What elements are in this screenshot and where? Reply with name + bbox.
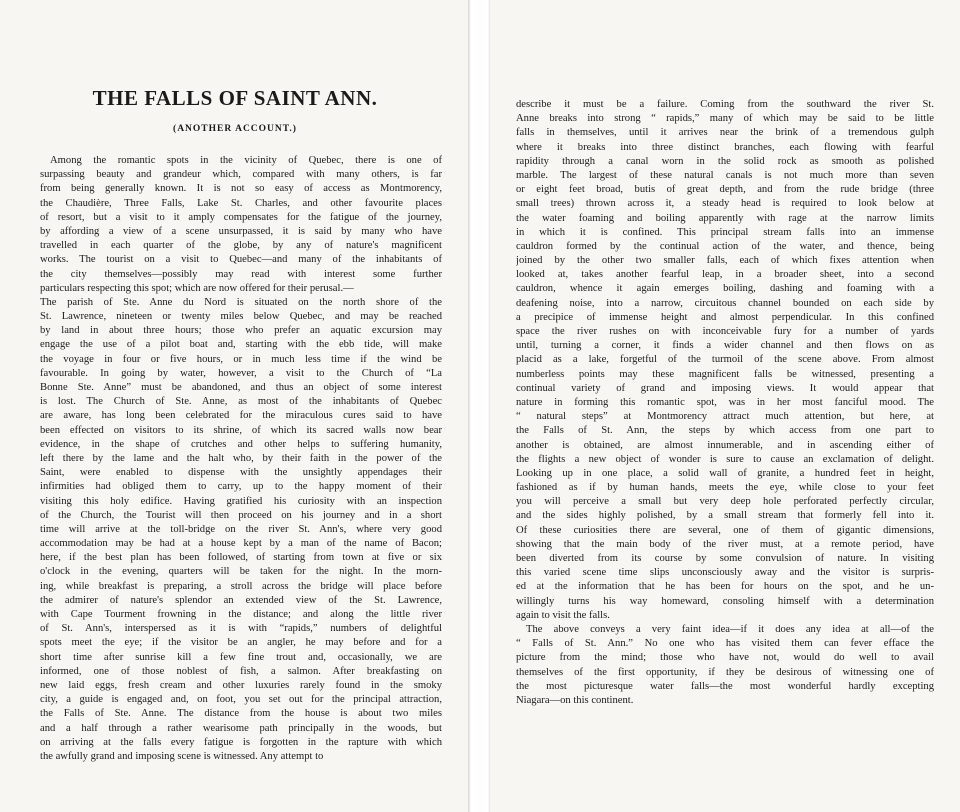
text-line: The above conveys a very faint idea—if it does any idea at all—of the: [526, 623, 934, 635]
text-line: favourable. In going by water, however, a visit to the Church of “La: [40, 367, 442, 379]
text-line: Saint, were enabled to dispense with the unsightly appendages their: [40, 467, 442, 479]
text-line: accommodation may be had at a house kept by a man of the name of Bacon;: [40, 538, 442, 550]
text-line: works. The tourist on a visit to Quebec—and many of the inhabitants of: [40, 254, 442, 266]
text-line: rapidity through a canal worn in the solid rock as smooth as polished: [516, 155, 934, 167]
text-line: on arriving at the falls every fatigue is forgotten in the rapture with which: [40, 736, 442, 748]
left-page: [0, 0, 470, 812]
text-line: placid as a lake, forgetful of the turmoil of the scene above. From almost: [516, 354, 934, 366]
text-line: spots meet the eye; if the visitor be an angler, he may before and for a: [40, 637, 442, 649]
right-page-body: [516, 98, 934, 708]
text-line: city, a guide is engaged and, on foot, you set out for the principal attraction,: [40, 694, 442, 706]
text-line: informed, one of those noblest of fish, a salmon. After breakfasting on: [40, 665, 442, 677]
text-line: the city themselves—possibly may read with interest some further: [40, 268, 442, 280]
text-line: travelled in each quarter of the globe, by any of nature's magnificent: [40, 240, 442, 252]
text-line: engage the use of a pilot boat and, starting with the ebb tide, will make: [40, 339, 442, 351]
text-line: willingly turns his way homeward, consoling himself with a determination: [516, 595, 934, 607]
text-line: fashioned as if by human hands, meets the eye, while close to your feet: [516, 482, 934, 494]
text-line: Bonne Ste. Anne” must be abandoned, and thus an object of some interest: [40, 382, 442, 393]
text-line: continual variety of grand and imposing views. It would appear that: [516, 382, 934, 394]
text-line: visiting this holy edifice. Having gratified his curiosity with an inspection: [40, 495, 442, 507]
text-line: the Falls of St. Ann, the steps by which access from one part to: [516, 425, 934, 437]
text-line: been diverted from its course by some convulsion of nature. In visiting: [516, 553, 934, 564]
text-line: the admirer of nature's splendor an extended view of the St. Lawrence,: [40, 594, 442, 606]
text-line: nature in forming this romantic spot, was in her most fanciful mood. The: [516, 396, 934, 408]
text-line: marble. The largest of these natural canals is not much more than seven: [516, 169, 934, 181]
text-line: evidence, in the shape of crutches and other helps to suffering humanity,: [40, 438, 442, 450]
right-page: [490, 0, 960, 812]
text-line: with Cape Tourment frowning in the distance; and along the little river: [40, 609, 442, 620]
text-line: another is obtained, are almost innumerable, and in ascending either of: [516, 439, 934, 451]
text-line: the awfully grand and imposing scene is witnessed. Any attempt to: [40, 750, 324, 762]
text-line: you will perceive a small but very deep hole perforated perfectly circular,: [516, 496, 934, 508]
text-line: space the river rushes on with inconceivable fury for a number of yards: [516, 326, 934, 337]
text-line: until, turning a corner, it finds a wider channel and then flows on as: [516, 340, 934, 352]
text-line: of St. Ann's, interspersed as it is with “rapids,” numbers of delightful: [40, 623, 442, 635]
text-line: infirmities had obliged them to carry, up to the happy moment of their: [40, 481, 442, 493]
text-line: “ Falls of St. Ann.” No one who has visited them can fever efface the: [516, 638, 934, 650]
text-line: of resort, but a visit to it amply compensates for the fatigue of the journey,: [40, 211, 442, 223]
text-line: new laid eggs, fresh cream and other luxuries rarely found in the smoky: [40, 679, 442, 691]
text-line: cauldron, whence it again emerges boiling, dashing and foaming with a: [516, 283, 934, 295]
text-line: where it breaks into three distinct branches, each flowing with fearful: [516, 141, 934, 153]
text-line: “ natural steps” at Montmorency attract much attention, but here, at: [516, 411, 934, 423]
text-line: Of these curiosities there are several, one of them of gigantic dimensions,: [516, 524, 934, 536]
article-title: THE FALLS OF SAINT ANN.: [92, 86, 378, 110]
text-line: the Falls of Ste. Anne. The distance from the house is about two miles: [40, 708, 442, 720]
text-line: and the sides highly polished, by a small stream that formerly fell into it.: [516, 510, 934, 522]
text-line: particulars respecting this spot; which are now offered for their perusal.—: [40, 282, 354, 294]
text-line: is lost. The Church of Ste. Anne, as most of the inhabitants of Quebec: [40, 396, 442, 408]
text-line: the most picturesque water falls—the most wonderful hardly excepting: [516, 680, 934, 692]
text-line: from being generally known. It is not so easy of access as Montmorency,: [40, 183, 442, 195]
text-line: ing, while breakfast is preparing, a stroll across the bridge will place before: [40, 580, 442, 592]
text-line: Looking up in one place, a solid wall of granite, a hundred feet in height,: [516, 467, 934, 479]
text-line: deafening noise, into a narrow, circuitous channel bounded on each side by: [516, 297, 934, 309]
page-gutter: [470, 0, 490, 812]
text-line: describe it must be a failure. Coming from the southward the river St.: [516, 99, 934, 110]
text-line: and a half through a rather wearisome path principally in the woods, but: [40, 722, 442, 734]
text-line: the flights a new object of wonder is sure to cause an exclamation of delight.: [516, 453, 934, 465]
text-line: o'clock in the evening, quarters will be taken for the night. In the morn-: [40, 566, 442, 578]
text-line: the voyage in four or five hours, or in much less time if the wind be: [40, 353, 442, 365]
text-line: in which it is confined. This principal stream falls into an immense: [516, 226, 934, 238]
left-page-body: [40, 154, 442, 764]
text-line: by land in about three hours; those who prefer an aquatic excursion may: [40, 325, 442, 337]
text-line: Among the romantic spots in the vicinity of Quebec, there is one of: [50, 155, 442, 166]
text-line: ed at the information that he has been for hours on the spot, and he un-: [516, 581, 934, 593]
text-line: surpassing beauty and grandeur which, compared with many others, is far: [40, 169, 442, 181]
text-line: left there by the lame and the halt who, by their faith in the power of the: [40, 452, 442, 464]
text-line: picture from the mind; those who have not, would do well to avail: [516, 652, 934, 664]
text-line: The parish of Ste. Anne du Nord is situated on the north shore of the: [40, 296, 442, 308]
article-subtitle: (ANOTHER ACCOUNT.): [173, 124, 297, 134]
text-line: showing that the main body of the river must, at a remote period, have: [516, 538, 934, 550]
text-line: again to visit the falls.: [516, 609, 610, 621]
text-line: or eight feet broad, butis of great depth, and from the rude bridge (three: [516, 184, 934, 196]
text-line: looked at, takes another fearful leap, in a broader sheet, into a second: [516, 269, 934, 281]
text-line: falls in themselves, until it arrives near the brink of a tremendous gulph: [516, 127, 934, 139]
text-line: themselves of the first opportunity, if they be desirous of witnessing one of: [516, 666, 934, 678]
text-line: Niagara—on this continent.: [516, 694, 634, 706]
text-line: time will arrive at the toll-bridge on the river St. Ann's, where very good: [40, 523, 442, 535]
text-line: of the Church, the Tourist will then proceed on his journey and in a short: [40, 509, 442, 521]
text-line: this varied scene time slips unconsciously away and the visitor is surpris-: [516, 567, 934, 579]
text-line: cauldron formed by the continual action of the water, and thence, being: [516, 240, 934, 252]
text-line: the water foaming and boiling apparently with rage at the narrow limits: [516, 212, 934, 224]
text-line: short time after sunrise kill a few fine trout and, occasionally, we are: [40, 651, 442, 663]
text-line: St. Lawrence, nineteen or twenty miles below Quebec, and may be reached: [40, 311, 442, 323]
text-line: Anne breaks into strong “ rapids,” many of which may be said to be little: [516, 113, 934, 125]
text-line: the Chaudière, Three Falls, Lake St. Charles, and other favourite places: [40, 197, 442, 209]
text-line: by affording a view of a scene unsurpassed, it is said by many who have: [40, 225, 442, 237]
text-line: joined by the other two smaller falls, each of which fixes attention when: [516, 255, 934, 267]
text-line: been effected on visitors to its shrine, of which its sacred walls now bear: [40, 424, 442, 436]
left-page-edge: [468, 0, 471, 812]
text-line: numberless points may these magnificent falls be witnessed, presenting a: [516, 368, 934, 380]
text-line: a precipice of immense height and almost perpendicular. In this confined: [516, 311, 934, 323]
text-line: small trees) thrown across it, a steady head is required to look below at: [516, 198, 934, 210]
text-line: are aware, has long been celebrated for the miraculous cures said to have: [40, 410, 442, 422]
text-line: here, if the best plan has been followed, of starting from town at five or six: [40, 552, 442, 564]
